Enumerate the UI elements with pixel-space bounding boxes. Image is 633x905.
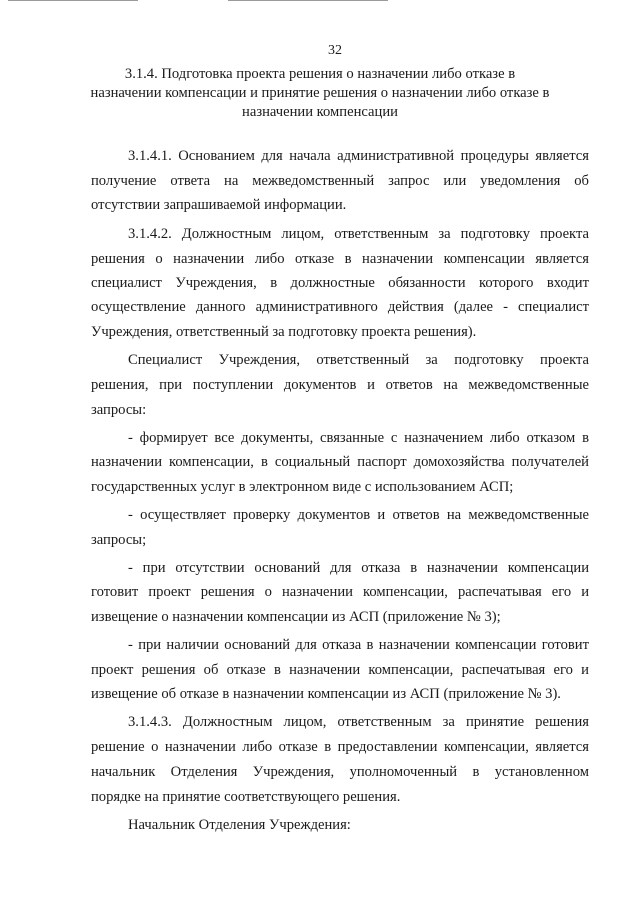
text-line: извещение об отказе в назначении компенсации из АСП (приложение № 3). (91, 686, 561, 702)
text-line: 3.1.4.2. Должностным лицом, ответственным за подготовку проекта (128, 226, 589, 242)
text-line: назначении компенсации, в социальный паспорт домохозяйства получателей (91, 454, 589, 470)
section-title-line: назначении компенсации (242, 104, 398, 120)
text-line: решения, при поступлении документов и ответов на межведомственные (91, 377, 589, 393)
text-line: - при отсутствии оснований для отказа в назначении компенсации (128, 560, 589, 576)
text-line: решения о назначении либо отказе в назначении компенсации является (91, 251, 589, 267)
scan-edge-line (228, 0, 388, 1)
text-line: запросы; (91, 532, 147, 548)
text-line: осуществление данного административного действия (далее - специалист (91, 299, 589, 315)
text-line: извещение о назначении компенсации из АСП (приложение № 3); (91, 609, 501, 625)
text-line: государственных услуг в электронном виде с использованием АСП; (91, 479, 514, 495)
text-line: 3.1.4.1. Основанием для начала административной процедуры является (128, 148, 589, 164)
text-line: решение о назначении либо отказе в предоставлении компенсации, является (91, 739, 589, 755)
text-line: отсутствии запрашиваемой информации. (91, 197, 347, 213)
text-line: 3.1.4.3. Должностным лицом, ответственным за принятие решения (128, 714, 589, 730)
text-line: порядке на принятие соответствующего решения. (91, 789, 401, 805)
text-line: специалист Учреждения, в должностные обязанности которого входит (91, 275, 589, 291)
text-line: Начальник Отделения Учреждения: (128, 817, 351, 833)
text-line: - осуществляет проверку документов и ответов на межведомственные (128, 507, 589, 523)
text-line: проект решения об отказе в назначении компенсации, распечатывая его и (91, 662, 589, 678)
text-line: Специалист Учреждения, ответственный за подготовку проекта (128, 352, 589, 368)
page-number: 32 (328, 43, 342, 58)
text-line: готовит проект решения о назначении компенсации, распечатывая его и (91, 584, 589, 600)
text-line: Учреждения, ответственный за подготовку проекта решения). (91, 324, 477, 340)
text-line: - формирует все документы, связанные с назначением либо отказом в (128, 430, 589, 446)
scan-edge-line (8, 0, 138, 1)
section-title-line: назначении компенсации и принятие решения о назначении либо отказе в (90, 85, 550, 101)
text-line: - при наличии оснований для отказа в назначении компенсации готовит (128, 637, 589, 653)
text-line: начальник Отделения Учреждения, уполномоченный в установленном (91, 764, 589, 780)
section-title-line: 3.1.4. Подготовка проекта решения о назначении либо отказе в (124, 66, 516, 82)
text-line: получение ответа на межведомственный запрос или уведомления об (91, 173, 589, 189)
text-line: запросы: (91, 402, 147, 418)
